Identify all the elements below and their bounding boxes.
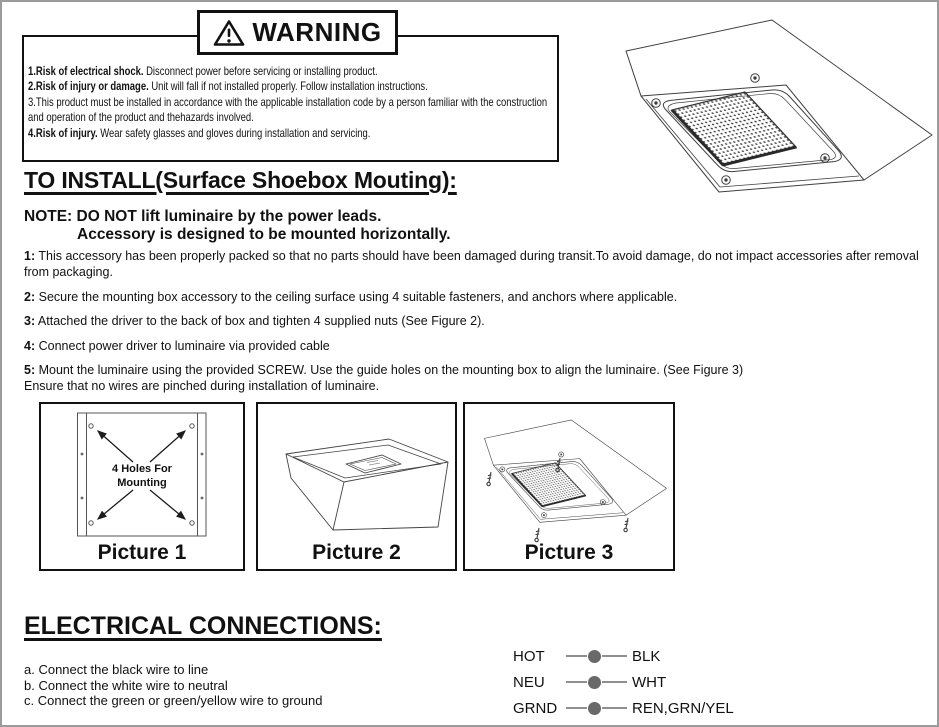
assembled-fixture-figure: [465, 406, 672, 546]
picture-1-caption: Picture 1: [97, 541, 187, 564]
wire-color-label: BLK: [632, 647, 661, 665]
picture-3-box: [463, 402, 675, 571]
warning-item: 2.Risk of injury or damage. Unit will fall if not installed properly. Follow installation instructions.: [28, 79, 428, 94]
wire-line: [602, 707, 627, 709]
warning-triangle-icon: [213, 19, 245, 47]
wire-nut-icon: [588, 702, 601, 715]
install-step: 3: Attached the driver to the back of box and tighten 4 supplied nuts (See Figure 2).: [24, 314, 485, 328]
wire-row-hot: [513, 643, 734, 669]
electrical-heading: ELECTRICAL CONNECTIONS:: [24, 612, 382, 640]
luminaire-isometric-figure: [600, 10, 939, 200]
warning-item: 1.Risk of electrical shock. Disconnect power before servicing or installing product.: [28, 64, 378, 78]
wire-color-label: REN,GRN/YEL: [632, 699, 734, 717]
warning-item: 4.Risk of injury. Wear safety glasses and gloves during installation and servicing.: [28, 125, 371, 140]
picture-1-box: [39, 402, 245, 571]
wire-row-neu: [513, 669, 734, 695]
wire-row-grnd: [513, 695, 734, 721]
warning-title: WARNING: [252, 17, 382, 47]
wire-source-label: GRND: [513, 699, 558, 717]
note-line-1: NOTE: DO NOT lift luminaire by the power leads.: [24, 208, 382, 225]
wire-nut-icon: [588, 676, 601, 689]
wire-line: [566, 655, 587, 657]
warning-title-box: [197, 10, 398, 55]
note-line-2: Accessory is designed to be mounted horizontally.: [77, 225, 451, 243]
install-step: 1: This accessory has been properly packed so that no parts should have been damaged during transit.To avoid damage, do not impact accessories after removal from packaging.: [24, 249, 919, 279]
wire-line: [602, 681, 627, 683]
install-step: 4: Connect power driver to luminaire via provided cable: [24, 338, 330, 353]
warning-list: [28, 64, 554, 141]
electrical-instructions: [24, 662, 322, 709]
install-step: 5: Mount the luminaire using the provided SCREW. Use the guide holes on the mounting box to align the luminaire. (See Figure 3) Ensure that no wires are pinched during installation of luminaire.: [24, 363, 744, 393]
wire-nut-icon: [588, 650, 601, 663]
install-step: 2: Secure the mounting box accessory to the ceiling surface using 4 suitable fasteners, and anchors where applicable.: [24, 289, 678, 304]
wire-source-label: NEU: [513, 673, 545, 691]
wire-line: [566, 707, 587, 709]
wire-line: [602, 655, 627, 657]
install-steps: [24, 248, 932, 403]
electrical-item: a. Connect the black wire to line: [24, 662, 209, 677]
wire-source-label: HOT: [513, 647, 545, 665]
mounting-holes-label: 4 Holes For Mounting: [112, 463, 172, 489]
wire-line: [566, 681, 587, 683]
install-heading: TO INSTALL(Surface Shoebox Mouting):: [24, 167, 457, 193]
electrical-item: b. Connect the white wire to neutral: [24, 677, 228, 693]
wiring-diagram: [513, 643, 734, 721]
electrical-item: c. Connect the green or green/yellow wire to ground: [24, 693, 323, 708]
picture-2-caption: Picture 2: [312, 541, 401, 564]
install-note: [24, 208, 451, 243]
wire-color-label: WHT: [632, 673, 667, 691]
picture-2-box: [256, 402, 457, 571]
warning-item: 3.This product must be installed in accordance with the applicable installation code by a person familiar with the construction and operation of the product and thehazards involved.: [28, 94, 548, 125]
picture-3-caption: Picture 3: [524, 541, 614, 564]
mounting-box-figure: [258, 406, 454, 542]
